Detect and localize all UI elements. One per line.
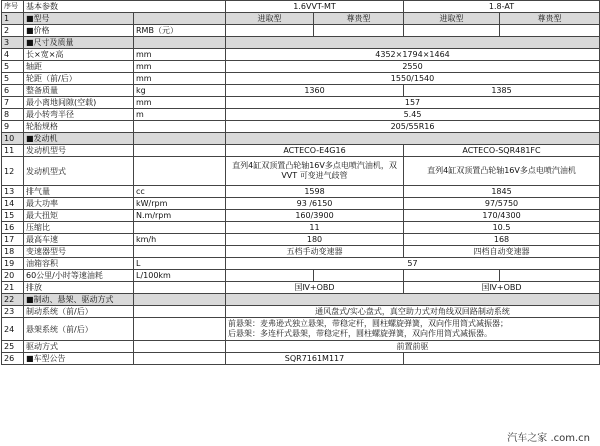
value-at: 四档自动变速器	[404, 246, 600, 258]
table-row	[2, 318, 600, 341]
row-number: 6	[2, 85, 24, 97]
table-row	[2, 270, 600, 282]
section-fill	[226, 133, 600, 145]
row-unit	[134, 353, 226, 365]
row-number: 7	[2, 97, 24, 109]
value-cell	[226, 270, 314, 282]
row-unit: km/h	[134, 234, 226, 246]
value-span: 57	[226, 258, 600, 270]
row-label: ■制动、悬架、驱动方式	[24, 294, 134, 306]
suspension-line: 前悬架：麦弗逊式独立悬架，带稳定杆，圆柱螺旋弹簧，双向作用筒式减振器；	[228, 319, 508, 328]
table-row	[2, 246, 600, 258]
spec-table	[1, 0, 600, 365]
row-number: 20	[2, 270, 24, 282]
value-cell	[500, 270, 600, 282]
row-unit	[134, 222, 226, 234]
value-mt: 160/3900	[226, 210, 404, 222]
value-span: 前置前驱	[226, 341, 600, 353]
row-unit	[134, 121, 226, 133]
row-unit: N.m/rpm	[134, 210, 226, 222]
table-row	[2, 157, 600, 186]
row-number: 3	[2, 37, 24, 49]
row-label: 发动机型号	[24, 145, 134, 157]
row-unit	[134, 145, 226, 157]
row-number: 13	[2, 186, 24, 198]
row-label: 轮胎规格	[24, 121, 134, 133]
value-mt: 11	[226, 222, 404, 234]
group-mt-header: 1.6VVT-MT	[226, 1, 404, 13]
table-row	[2, 186, 600, 198]
table-row	[2, 121, 600, 133]
trim-header: 尊贵型	[500, 13, 600, 25]
row-number: 24	[2, 318, 24, 341]
trim-header: 尊贵型	[314, 13, 404, 25]
row-number: 21	[2, 282, 24, 294]
row-unit: mm	[134, 49, 226, 61]
row-label: 整备质量	[24, 85, 134, 97]
table-row	[2, 145, 600, 157]
header-row-1	[2, 1, 600, 13]
row-label: 长×宽×高	[24, 49, 134, 61]
value-at: 168	[404, 234, 600, 246]
table-row	[2, 234, 600, 246]
row-number: 8	[2, 109, 24, 121]
row-label: 轮距（前/后）	[24, 73, 134, 85]
value-at: 直列4缸双顶置凸轮轴16V多点电喷汽油机	[404, 157, 600, 186]
row-label: 压缩比	[24, 222, 134, 234]
value-mt: ACTECO-E4G16	[226, 145, 404, 157]
row-unit	[134, 13, 226, 25]
value-span: 205/55R16	[226, 121, 600, 133]
row-number: 12	[2, 157, 24, 186]
value-span: 2550	[226, 61, 600, 73]
row-number: 26	[2, 353, 24, 365]
row-unit: L/100km	[134, 270, 226, 282]
row-label: 最小转弯半径	[24, 109, 134, 121]
value-mt: 180	[226, 234, 404, 246]
row-number: 23	[2, 306, 24, 318]
value-at: 1385	[404, 85, 600, 97]
row-unit	[134, 133, 226, 145]
row-label: ■型号	[24, 13, 134, 25]
table-row	[2, 109, 600, 121]
row-label: 油箱容积	[24, 258, 134, 270]
suspension-line: 后悬架：多连杆式悬架，带稳定杆，圆柱螺旋弹簧，双向作用筒式减振器。	[228, 329, 492, 338]
row-label: 排气量	[24, 186, 134, 198]
table-row	[2, 85, 600, 97]
value-cell	[404, 25, 500, 37]
row-label: ■尺寸及质量	[24, 37, 134, 49]
value-mt: 93 /6150	[226, 198, 404, 210]
row-number: 10	[2, 133, 24, 145]
row-label: 变速器型号	[24, 246, 134, 258]
value-cell	[404, 270, 500, 282]
row-label: 最高车速	[24, 234, 134, 246]
table-row	[2, 222, 600, 234]
row-label: 最大功率	[24, 198, 134, 210]
table-row	[2, 341, 600, 353]
row-number: 2	[2, 25, 24, 37]
row-label: ■价格	[24, 25, 134, 37]
trim-header: 进取型	[404, 13, 500, 25]
row-label: 最大扭矩	[24, 210, 134, 222]
row-unit: mm	[134, 61, 226, 73]
value-mt: 国Ⅳ+OBD	[226, 282, 404, 294]
value-at: 10.5	[404, 222, 600, 234]
row-number: 25	[2, 341, 24, 353]
row-unit	[134, 306, 226, 318]
table-row	[2, 97, 600, 109]
value-cell	[226, 25, 314, 37]
row-number: 19	[2, 258, 24, 270]
table-row	[2, 258, 600, 270]
table-row	[2, 13, 600, 25]
table-row	[2, 306, 600, 318]
value-at: ACTECO-SQR481FC	[404, 145, 600, 157]
row-number: 16	[2, 222, 24, 234]
suspension-cell	[226, 318, 600, 341]
group-at-header: 1.8-AT	[404, 1, 600, 13]
value-at	[404, 353, 600, 365]
row-unit: RMB（元）	[134, 25, 226, 37]
row-unit: kg	[134, 85, 226, 97]
row-number: 9	[2, 121, 24, 133]
row-number: 4	[2, 49, 24, 61]
value-span: 4352×1794×1464	[226, 49, 600, 61]
row-number: 14	[2, 198, 24, 210]
row-unit	[134, 341, 226, 353]
value-at: 国Ⅳ+OBD	[404, 282, 600, 294]
value-span: 通风盘式/实心盘式，真空助力式对角线双回路制动系统	[226, 306, 600, 318]
table-row	[2, 61, 600, 73]
row-label: 排放	[24, 282, 134, 294]
value-cell	[314, 25, 404, 37]
row-label: ■车型公告	[24, 353, 134, 365]
row-label: 驱动方式	[24, 341, 134, 353]
row-label: 制动系统（前/后）	[24, 306, 134, 318]
row-unit	[134, 37, 226, 49]
row-unit: mm	[134, 97, 226, 109]
row-number: 1	[2, 13, 24, 25]
value-cell	[314, 270, 404, 282]
row-label: 60公里/小时等速油耗	[24, 270, 134, 282]
value-span: 157	[226, 97, 600, 109]
value-mt: 1360	[226, 85, 404, 97]
row-unit	[134, 157, 226, 186]
value-mt: 直列4缸双顶置凸轮轴16V多点电喷汽油机，双VVT 可变进气歧管	[226, 157, 404, 186]
row-unit	[134, 318, 226, 341]
table-row	[2, 37, 600, 49]
table-row	[2, 49, 600, 61]
row-unit	[134, 246, 226, 258]
row-unit: L	[134, 258, 226, 270]
row-unit: cc	[134, 186, 226, 198]
table-row	[2, 353, 600, 365]
table-row	[2, 133, 600, 145]
watermark: 汽车之家 .com.cn	[507, 429, 590, 444]
row-unit	[134, 282, 226, 294]
col-item-header: 基本参数	[24, 1, 226, 13]
trim-header: 进取型	[226, 13, 314, 25]
row-number: 17	[2, 234, 24, 246]
row-number: 22	[2, 294, 24, 306]
col-no-header: 序号	[2, 1, 24, 13]
value-mt: SQR7161M117	[226, 353, 404, 365]
row-unit	[134, 294, 226, 306]
value-span: 5.45	[226, 109, 600, 121]
table-row	[2, 210, 600, 222]
value-mt: 1598	[226, 186, 404, 198]
value-cell	[500, 25, 600, 37]
section-fill	[226, 294, 600, 306]
row-unit: m	[134, 109, 226, 121]
row-number: 11	[2, 145, 24, 157]
value-span: 1550/1540	[226, 73, 600, 85]
table-row	[2, 282, 600, 294]
row-label: 悬架系统（前/后）	[24, 318, 134, 341]
row-label: ■发动机	[24, 133, 134, 145]
row-number: 15	[2, 210, 24, 222]
table-row	[2, 294, 600, 306]
row-number: 5	[2, 61, 24, 73]
table-row	[2, 198, 600, 210]
row-number: 5	[2, 73, 24, 85]
row-unit: mm	[134, 73, 226, 85]
section-fill	[226, 37, 600, 49]
row-unit: kW/rpm	[134, 198, 226, 210]
row-label: 轴距	[24, 61, 134, 73]
row-label: 最小离地间隙(空载)	[24, 97, 134, 109]
row-number: 18	[2, 246, 24, 258]
table-row	[2, 73, 600, 85]
value-at: 170/4300	[404, 210, 600, 222]
value-mt: 五档手动变速器	[226, 246, 404, 258]
value-at: 97/5750	[404, 198, 600, 210]
table-row	[2, 25, 600, 37]
row-label: 发动机型式	[24, 157, 134, 186]
value-at: 1845	[404, 186, 600, 198]
